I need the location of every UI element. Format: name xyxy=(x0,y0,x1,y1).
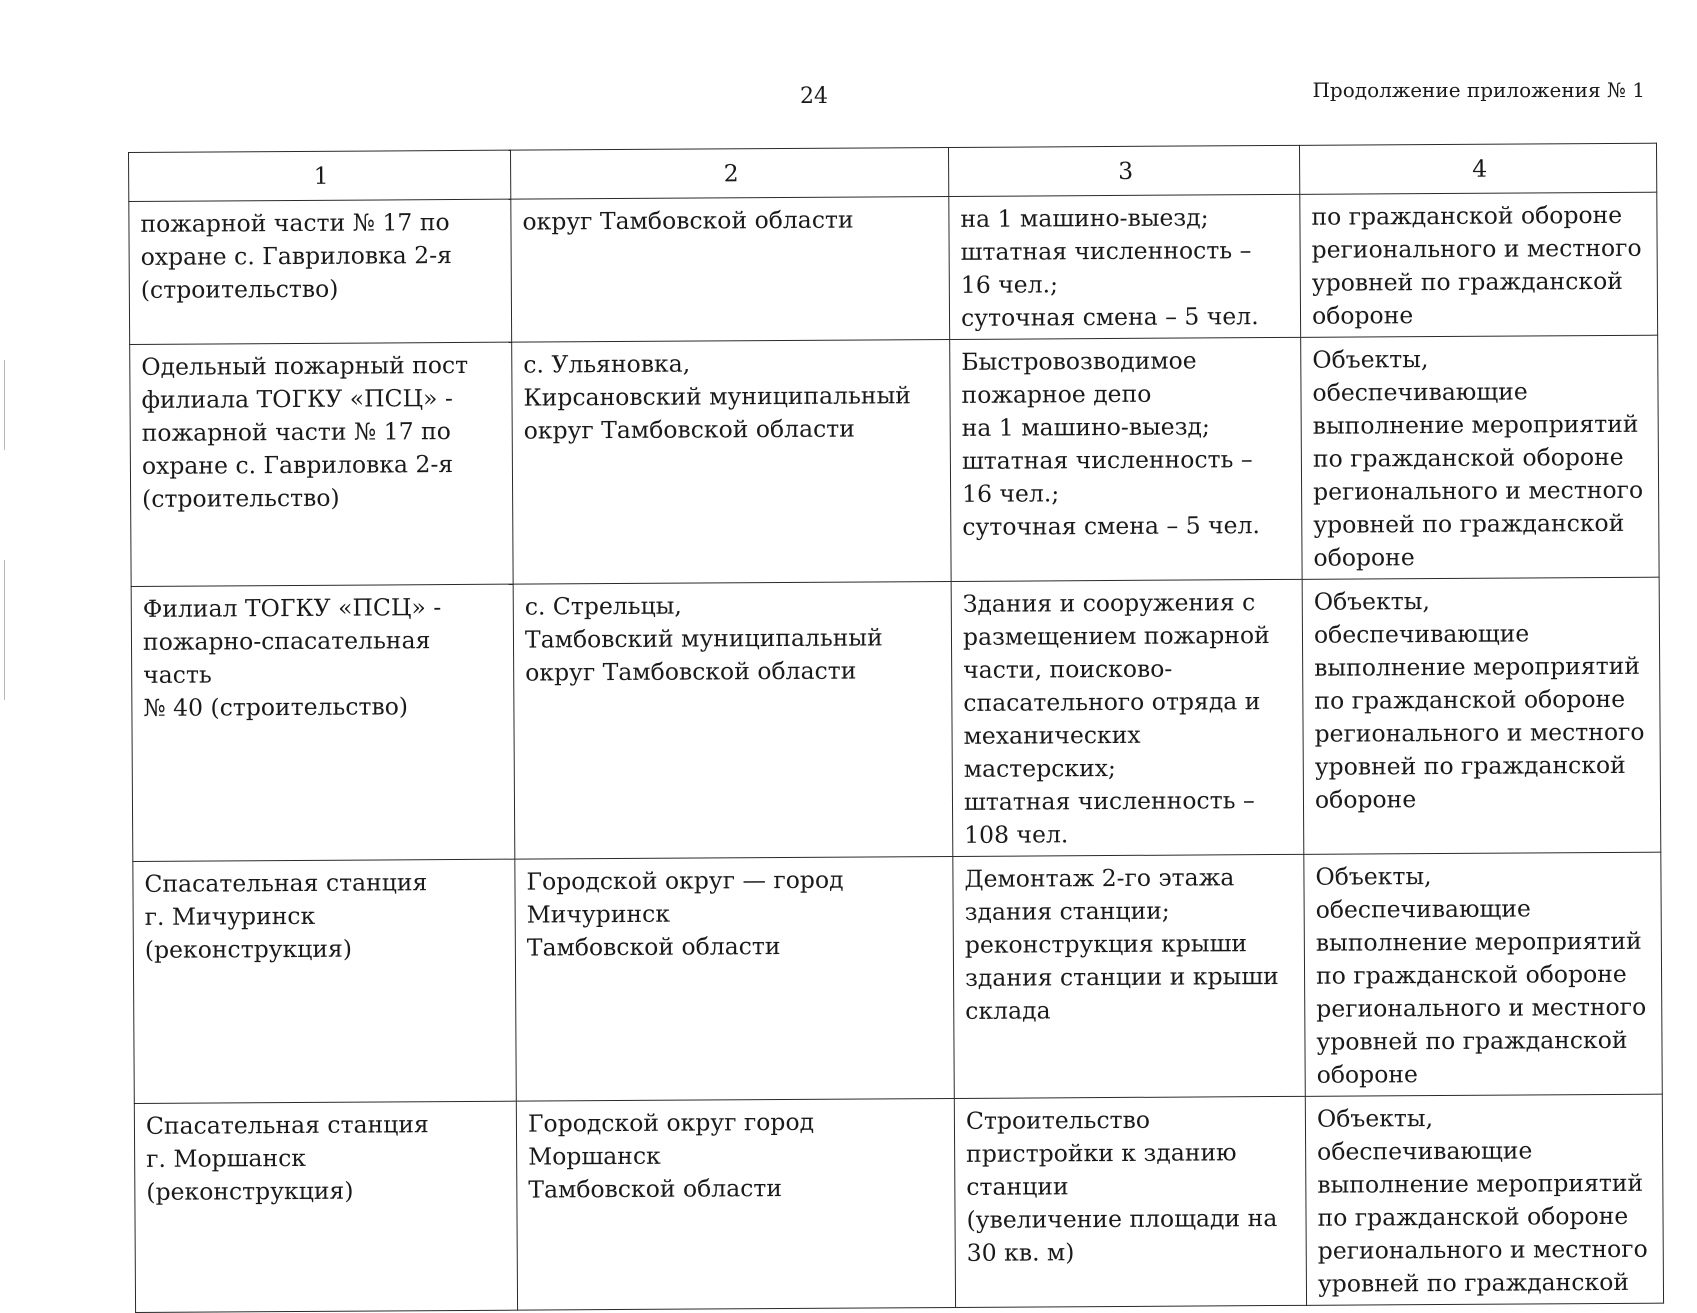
object-name-cell: Спасательная станция г. Мичуринск (реконструкция) xyxy=(133,859,516,1103)
column-number-1: 1 xyxy=(129,150,511,201)
characteristics-cell: на 1 машино-выезд; штатная численность – 16 чел.; суточная смена – 5 чел. xyxy=(949,194,1301,339)
location-cell: округ Тамбовской области xyxy=(511,196,950,342)
appendix-table xyxy=(128,143,1664,1313)
location-cell: с. Ульяновка, Кирсановский муниципальный округ Тамбовской области xyxy=(512,339,951,584)
object-name-cell: Спасательная станция г. Моршанск (реконструкция) xyxy=(134,1101,517,1312)
purpose-cell: по гражданской обороне регионального и местного уровней по гражданской обороне xyxy=(1300,192,1658,337)
location-cell: с. Стрельцы, Тамбовский муниципальный округ Тамбовской области xyxy=(513,581,953,859)
purpose-cell: Объекты, обеспечивающие выполнение мероприятий по гражданской обороне регионального и местного уровней по гражданской обороне xyxy=(1304,852,1662,1096)
table-row xyxy=(130,335,1659,586)
column-number-3: 3 xyxy=(948,145,1299,196)
object-name-cell: Филиал ТОГКУ «ПСЦ» - пожарно-спасательная часть № 40 (строительство) xyxy=(131,584,515,861)
object-name-cell: пожарной части № 17 по охране с. Гавриловка 2-я (строительство) xyxy=(129,199,512,344)
location-cell: Городской округ город Моршанск Тамбовской области xyxy=(516,1098,955,1310)
table-row xyxy=(129,192,1658,344)
purpose-cell: Объекты, обеспечивающие выполнение мероприятий по гражданской обороне регионального и местного уровней по гражданской xyxy=(1305,1094,1663,1305)
column-number-2: 2 xyxy=(510,147,948,199)
object-name-cell: Одельный пожарный пост филиала ТОГКУ «ПСЦ» - пожарной части № 17 по охране с. Гавриловка 2-я (строительство) xyxy=(130,342,513,586)
scan-margin-mark xyxy=(4,560,5,700)
characteristics-cell: Быстровозводимое пожарное депо на 1 машино-выезд; штатная численность – 16 чел.; суточная смена – 5 чел. xyxy=(950,337,1302,581)
table-row xyxy=(133,852,1662,1103)
location-cell: Городской округ — город Мичуринск Тамбовской области xyxy=(515,856,954,1101)
purpose-cell: Объекты, обеспечивающие выполнение мероприятий по гражданской обороне регионального и местного уровней по гражданской обороне xyxy=(1302,577,1661,854)
column-number-4: 4 xyxy=(1299,143,1656,194)
characteristics-cell: Здания и сооружения с размещением пожарной части, поисково- спасательного отряда и механических мастерских; штатная численность – 108 чел. xyxy=(951,579,1304,856)
table-row xyxy=(134,1094,1663,1312)
scan-margin-mark xyxy=(4,360,5,450)
characteristics-cell: Строительство пристройки к зданию станции (увеличение площади на 30 кв. м) xyxy=(954,1096,1306,1307)
appendix-continuation-label: Продолжение приложения № 1 xyxy=(1312,78,1645,102)
purpose-cell: Объекты, обеспечивающие выполнение мероприятий по гражданской обороне регионального и местного уровней по гражданской обороне xyxy=(1301,335,1659,579)
page-number: 24 xyxy=(800,84,828,109)
characteristics-cell: Демонтаж 2-го этажа здания станции; реконструкция крыши здания станции и крыши склада xyxy=(953,854,1305,1098)
table-row xyxy=(131,577,1661,861)
